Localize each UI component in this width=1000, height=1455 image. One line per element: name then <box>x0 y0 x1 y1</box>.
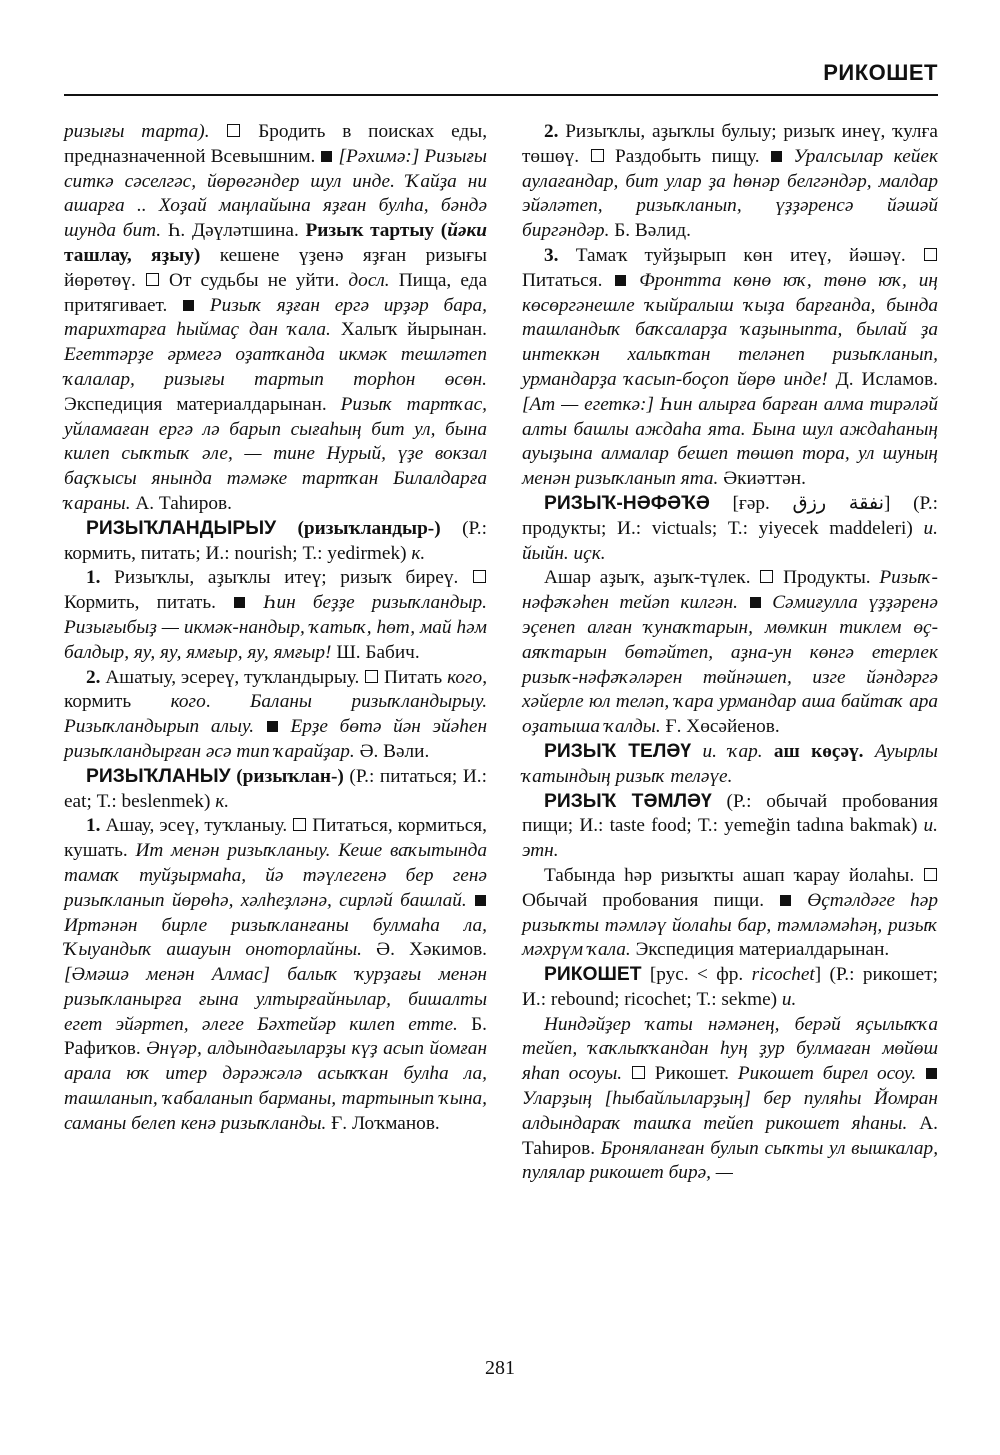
headword: РИЗЫҠ-НӘФӘҠӘ <box>544 492 710 514</box>
text-run: , кормить <box>64 666 488 713</box>
text-run: Раздобыть пищу. <box>604 145 771 167</box>
text-run: Д. Исламов. <box>835 368 938 390</box>
filled-square-icon <box>321 151 332 162</box>
italic-text: ризығы тарта). <box>64 121 227 142</box>
open-square-icon <box>924 248 937 261</box>
running-head: РИКОШЕТ <box>823 60 938 85</box>
text-run: Экспедиция материалдарынан. <box>64 393 341 415</box>
italic-text: Һин беҙҙе ризыҡландыр. Ризығыбыҙ — икмәк-нандыр, ҡатыҡ, һөт, май һәм балдыр, яу, яу, ямғыр, яу, ямғыр! <box>64 592 487 663</box>
text-run: Тамаҡ туйҙырып көн итеү, йәшәү. <box>558 244 923 266</box>
text-run: (Р.: питаться; И.: eat; Т.: beslenmek) <box>64 765 487 812</box>
text-run: Ризыҡлы, аҙыҡлы итеү; ризыҡ биреү. <box>100 567 472 589</box>
italic-text: к. <box>215 790 230 812</box>
italic-text: кого <box>447 666 483 688</box>
right-column <box>522 120 938 1186</box>
bold-text: 3. <box>544 244 559 266</box>
dictionary-paragraph <box>522 244 938 492</box>
italic-text: Уларҙың [һыбайлыларҙың] бер пуляһы Йомран алдындараҡ ташҡа тейеп рикошет яһаны. <box>522 1088 938 1134</box>
left-column <box>64 120 487 1137</box>
text-run: [рус. < фр. <box>641 964 752 986</box>
italic-text: и. <box>781 988 797 1010</box>
bold-text: 1. <box>86 567 101 589</box>
text-run: Ғ. Хөсәйенов. <box>665 716 780 738</box>
italic-text: Ерҙе бөтә йән эйәһен ризыҡландырған әсә тип ҡарайҙар. <box>64 716 488 762</box>
text-run: (Р.: кормить, питать; И.: nourish; Т.: yedirmek) <box>64 517 487 564</box>
text-run: Ғ. Лоҡманов. <box>331 1112 440 1134</box>
italic-text: Уралсылар кейек аулағандар, бит улар ҙа һөнәр белгәндәр, малдар эйәләтеп, ризыҡланып, үҙҙәренсә йәшәй биргәндәр. <box>522 145 938 242</box>
open-square-icon <box>591 149 604 162</box>
open-square-icon <box>293 818 306 831</box>
italic-text: кого <box>170 691 206 713</box>
dictionary-paragraph <box>64 517 487 567</box>
open-square-icon <box>924 868 937 881</box>
text-run: Ш. Бабич. <box>336 641 420 663</box>
text-run: Продукты. <box>774 567 880 589</box>
dictionary-paragraph <box>522 1013 938 1187</box>
bold-text: 1. <box>86 815 101 837</box>
text-run: А. Таһиров. <box>522 1112 938 1159</box>
dictionary-paragraph <box>64 765 487 815</box>
text-run: Бродить в поисках еды, предназначенной Всевышним. <box>64 121 488 167</box>
text-run: Экспедиция материалдарынан. <box>635 939 890 961</box>
text-run: Һ. Дәүләтшина. <box>167 220 306 242</box>
italic-text: Егеттәрҙе әрмегә оҙатҡанда икмәк тешләтеп ҡалалар, ризығы тартып торһон өсөн. <box>64 344 487 390</box>
italic-text: Броняланған булып сыҡты ул вышкалар, пулялар рикошет бирә, — <box>522 1137 939 1184</box>
text-run: Ә. Хәкимов. <box>376 939 488 961</box>
italic-text: Рикошет бирел осоу. <box>737 1063 925 1085</box>
dictionary-paragraph <box>522 120 938 244</box>
italic-text: Сәмиғулла үҙҙәренә эҫенеп алған ҡунаҡтарын, мөмкин тиклем өҫ-аяҡтарын бөтәйтеп, аҙна-ун көнгә етерлек ризыҡ-нәфәҡәләрен төйнәшеп, изге йәндәргә хәйерле юл теләп, ҡара урмандар аша байтаҡ ара оҙатыша ҡалды. <box>522 592 938 738</box>
text-run: [ғәр. نفقة رزق] (Р.: продукты; И.: victuals; Т.: yiyecek maddeleri) <box>522 492 938 539</box>
bold-text: 2. <box>544 121 559 142</box>
italic-text: Фронтта көнө юҡ, төнө юҡ, иң көсөргәнешле ҡыйралыш ҡыҙа барғанда, бында ташландыҡ баҡсаларҙа ҡаҙыныптa, былай ҙа интеккән халыҡтан теләнеп ризыҡланып, урмандарҙа ҡасып-боҫоп йөрө инде! <box>522 269 938 390</box>
italic-text: Ризыҡ-нәфәҡәһен тейәп килгән. <box>522 567 938 614</box>
text-run: Кормить, питать. <box>64 592 234 614</box>
text-run: Халыҡ йырынан. <box>340 319 487 341</box>
text-run: ] (Р.: рикошет; И.: rebound; ricochet; Т.: sekme) <box>522 964 939 1010</box>
dictionary-paragraph <box>522 864 938 963</box>
italic-text: [Рәхимә:] Ризығы ситкә сәселгәс, йөрөгәндер шул инде. Ҡайҙа ни ашарға .. Хоҙай маңлайына яҙған булһа, бәндә шунда бит. <box>64 145 487 242</box>
text-run: . <box>205 691 251 713</box>
bold-text: Ризыҡ тартыу ( <box>305 220 448 242</box>
text-run: Ашар аҙыҡ, аҙыҡ-түлек. <box>544 567 760 589</box>
italic-text: к. <box>411 542 426 564</box>
filled-square-icon <box>926 1068 937 1079</box>
bold-text: 2. <box>86 666 101 688</box>
italic-text: Ризыҡ яҙған ергә ирҙәр бара, тарихтарға һыймаҫ дан ҡала. <box>64 294 487 341</box>
text-run: Ашау, эсеү, туҡланыу. <box>100 815 293 837</box>
bold-text: (ризыҡлан-) <box>230 765 344 787</box>
dictionary-paragraph <box>522 492 938 566</box>
headword: РИКОШЕТ <box>544 964 642 986</box>
filled-square-icon <box>267 721 278 732</box>
open-square-icon <box>365 670 378 683</box>
header-rule <box>64 94 938 96</box>
text-run: А. Таһиров. <box>135 492 232 514</box>
dictionary-paragraph <box>64 814 487 1136</box>
text-run: Пища, еда притягивает. <box>64 269 488 316</box>
open-square-icon <box>146 273 159 286</box>
filled-square-icon <box>234 597 245 608</box>
headword: РИЗЫҠ ТӘМЛӘҮ <box>544 790 712 812</box>
italic-text: Ит менән ризыҡланыу. Кеше ваҡытында тамаҡ туйҙырмаһа, йә тәүлегенә бер генә ризыҡланып йөрөһә, хәлһеҙләнә, сирләй башлай. <box>64 840 487 911</box>
italic-text: Әнүәр, алдындағыларҙы күҙ асып йомған арала юҡ итер дәрәжәлә асыҡҡан булһа ла, ташланып, ҡабаланып барманы, тартынып ҡына, саманы белеп кенә ризыҡланды. <box>64 1038 488 1134</box>
open-square-icon <box>227 124 240 137</box>
italic-text: [Ат — егеткә:] Һин алырға барған алма тирәләй алты башлы аждаһа ята. Бына шул аждаһаның ауыҙына алмалар бешеп төшөп тора, ул шуның менән ризыҡланып ята. <box>522 393 938 490</box>
text-run: Әкиәттән. <box>723 468 806 490</box>
filled-square-icon <box>183 300 194 311</box>
italic-text: и. йыйн. иҫк. <box>522 517 938 564</box>
dictionary-paragraph <box>522 790 938 864</box>
dictionary-paragraph <box>64 120 487 517</box>
filled-square-icon <box>771 151 782 162</box>
text-run: Ашатыу, эсереү, туҡландырыу. <box>100 666 365 688</box>
text-run: Б. Вәлид. <box>614 220 691 242</box>
italic-text: ricochet <box>751 964 815 986</box>
text-run: Б. Рафиҡов. <box>64 1013 487 1060</box>
headword: РИЗЫҠЛАНДЫРЫУ <box>86 517 277 539</box>
italic-text: Ауырлы ҡатындың ризыҡ теләүе. <box>522 740 938 787</box>
bold-text: аш көҫәү. <box>773 740 864 762</box>
italic-text: и. этн. <box>522 815 938 862</box>
dictionary-paragraph <box>522 963 938 1013</box>
text-run: кешене үҙенә яҙған ризығы йөрөтөү. <box>64 244 487 291</box>
text-run: Питаться, кормиться, кушать. <box>64 815 487 862</box>
filled-square-icon <box>780 895 791 906</box>
open-square-icon <box>760 570 773 583</box>
open-square-icon <box>473 570 486 583</box>
italic-text: досл. <box>348 269 390 291</box>
headword: РИЗЫҠ ТЕЛӘҮ <box>544 740 692 762</box>
bold-text: (ризыҡландыр-) <box>276 517 441 539</box>
italic-text: и. ҡар. <box>691 740 774 762</box>
filled-square-icon <box>750 597 761 608</box>
text-run: Обычай пробования пищи. <box>522 889 780 911</box>
dictionary-paragraph <box>522 566 938 740</box>
text-run: Рикошет. <box>645 1063 738 1085</box>
text-run: Питать <box>379 666 448 688</box>
text-run: Ризыҡлы, аҙыҡлы булыу; ризыҡ инеү, ҡулға төшөү. <box>522 121 938 167</box>
italic-text: Ниндәйҙер ҡаты нәмәнең, берәй яҫылыҡҡа тейеп, ҡаҡлыҡҡандан һуң ҙур булмаған мөйөш яһап осоуы. <box>522 1013 938 1085</box>
italic-text: Иртәнән бирле ризыҡланғаны булмаһа ла, Ҡыуандыҡ ашауын оноторлайны. <box>64 914 487 961</box>
text-run: Табында һәр ризыҡты ашап ҡарау йолаһы. <box>544 864 923 886</box>
text-run: Питаться. <box>522 269 615 291</box>
text-run: От судьбы не уйти. <box>159 269 349 291</box>
bold-italic-text: йәки <box>447 220 487 242</box>
italic-text: [Әмәшә менән Алмас] балыҡ ҡурҙағы менән ризыҡланырға ғына ултырғайнылар, бишалты егет эйәртеп, әлеге Бәхтейәр килеп етте. <box>64 964 487 1035</box>
text-run: (Р.: обычай пробования пищи; И.: taste food; Т.: yemeğin tadına bakmak) <box>522 790 938 837</box>
italic-text: Өҫтәлдәге һәр ризыҡты тәмләү йолаһы бар, тәмләмәһәң, ризыҡ мәхрүм ҡала. <box>522 889 939 961</box>
filled-square-icon <box>615 275 626 286</box>
dictionary-paragraph <box>64 666 487 765</box>
page-number: 281 <box>485 1357 515 1379</box>
text-run: Ә. Вәли. <box>359 740 430 762</box>
italic-text: Ризыҡ тартҡас, уйламаған ергә лә барып сығаһың бит ул, бына килеп сыҡтыҡ әле, — тине Нурый, үҙе вокзал баҫҡысы янында тәмәке тартҡан Билалдарға ҡараны. <box>64 393 487 514</box>
bold-text: ташлау, яҙыу) <box>64 244 201 266</box>
dictionary-paragraph <box>64 566 487 665</box>
italic-text: Баланы ризыҡландырыу. Ризыҡландырып алыу. <box>64 691 488 738</box>
dictionary-paragraph <box>522 740 938 790</box>
filled-square-icon <box>475 895 486 906</box>
open-square-icon <box>632 1066 645 1079</box>
headword: РИЗЫҠЛАНЫУ <box>86 765 231 787</box>
